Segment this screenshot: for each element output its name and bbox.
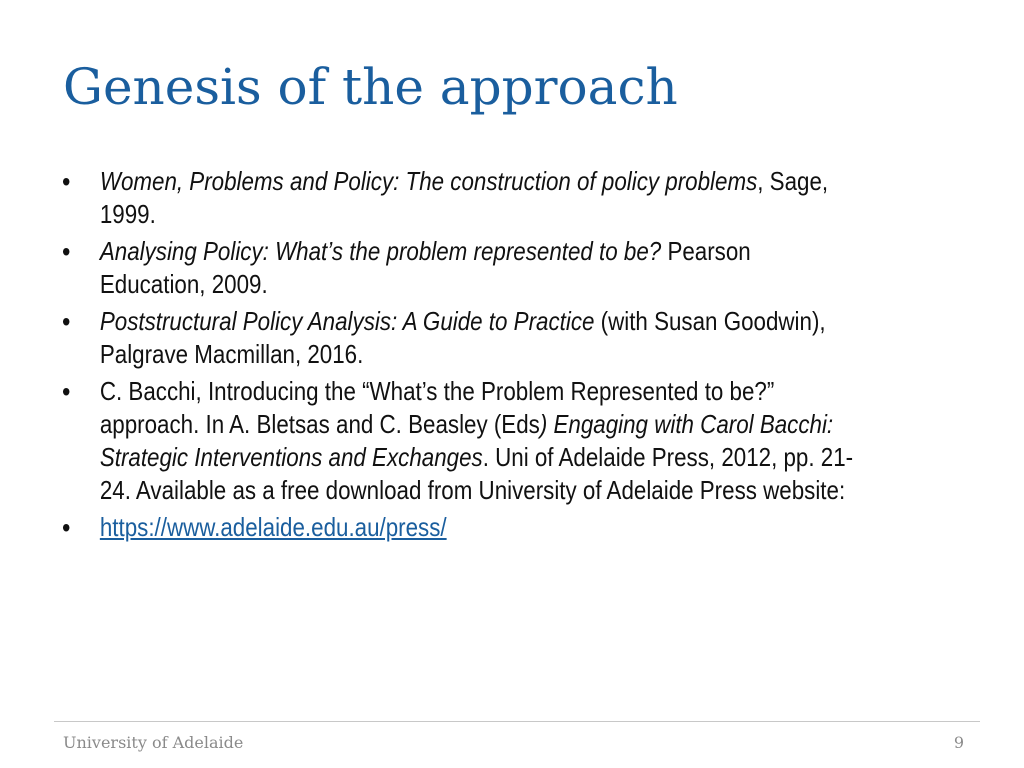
citation-author-text: C. Bacchi, Introducing the “What’s the Problem Represented to be?” approach. In A. Bletsas and C. Beasley (Eds [99,376,775,439]
book-title: Analysing Policy: What’s the problem represented to be? [99,236,662,266]
bullet-item-5 [62,511,853,544]
bullet-marker: • [62,306,71,337]
bullet-list [62,165,853,548]
citation-details: Pearson Education, 2009. [99,236,751,299]
page-number: 9 [953,733,964,752]
slide-title: Genesis of the approach [63,58,678,116]
bullet-marker: • [62,376,71,407]
footer-divider [54,721,980,722]
bullet-item-1 [62,165,853,231]
press-website-link[interactable]: https://www.adelaide.edu.au/press/ [99,512,447,542]
citation-details: (with Susan Goodwin), Palgrave Macmillan, 2016. [99,306,826,369]
book-title: Women, Problems and Policy: The construction of policy problems [99,166,758,196]
book-title: Poststructural Policy Analysis: A Guide to Practice [99,306,595,336]
bullet-marker: • [62,166,71,197]
citation-details: , Sage, 1999. [99,166,829,229]
book-title: ) Engaging with Carol Bacchi: Strategic Interventions and Exchanges [99,409,834,472]
bullet-item-2 [62,235,853,301]
citation-details: . Uni of Adelaide Press, 2012, pp. 21-24. Available as a free download from University of Adelaide Press website: [99,442,854,505]
footer-institution: University of Adelaide [63,733,244,752]
bullet-item-4 [62,375,853,507]
bullet-item-3 [62,305,853,371]
bullet-marker: • [62,512,71,543]
bullet-marker: • [62,236,71,267]
